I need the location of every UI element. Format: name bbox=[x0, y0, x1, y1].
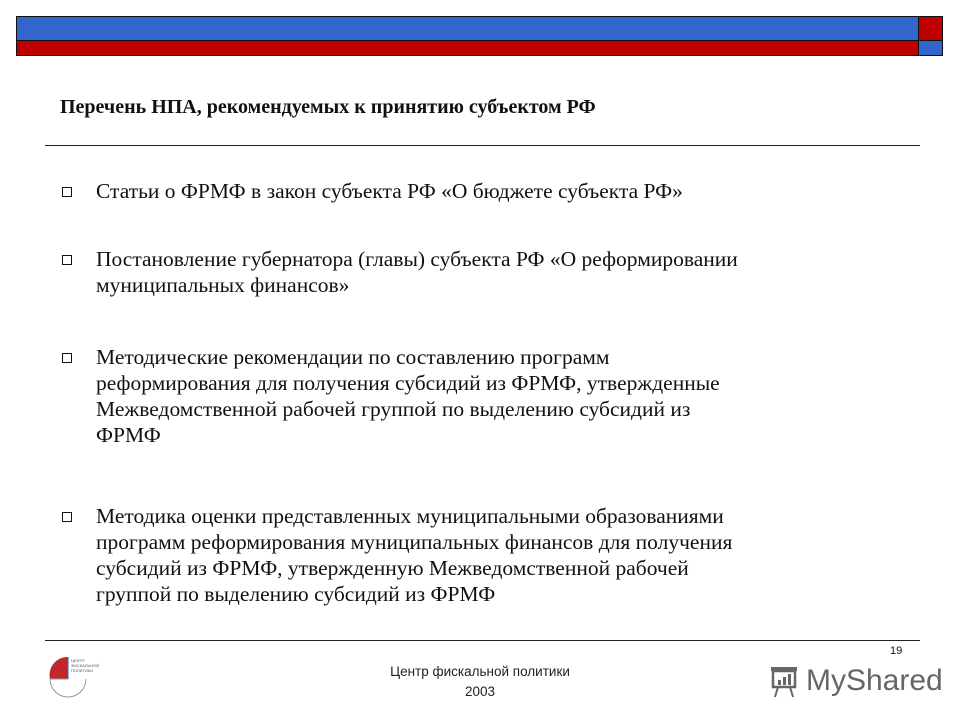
header-bar-red bbox=[16, 40, 919, 56]
header-square-blue bbox=[918, 40, 943, 56]
header-square-red bbox=[918, 16, 943, 41]
list-item bbox=[60, 344, 920, 448]
item-text: муниципальных финансов» bbox=[96, 273, 350, 297]
page-number: 19 bbox=[890, 645, 903, 657]
item-text: Статьи о ФРМФ в закон субъекта РФ «О бюджете субъекта РФ» bbox=[96, 179, 683, 203]
header-bar-blue bbox=[16, 16, 919, 41]
item-text: реформирования для получения субсидий из ФРМФ, утвержденные bbox=[96, 371, 720, 395]
list-item bbox=[60, 246, 920, 298]
item-text: Межведомственной рабочей группой по выделению субсидий из bbox=[96, 397, 691, 421]
list-item bbox=[60, 503, 920, 607]
watermark bbox=[768, 664, 943, 698]
square-bullet-icon bbox=[62, 187, 72, 197]
item-text: Постановление губернатора (главы) субъекта РФ «О реформировании bbox=[96, 247, 738, 271]
svg-text:ФИСКАЛЬНОЙ: ФИСКАЛЬНОЙ bbox=[71, 663, 100, 668]
item-text: Методические рекомендации по составлению программ bbox=[96, 345, 610, 369]
item-text: ФРМФ bbox=[96, 423, 161, 447]
footer-divider bbox=[45, 640, 920, 641]
svg-text:ПОЛИТИКИ: ПОЛИТИКИ bbox=[71, 668, 93, 673]
footer-text bbox=[380, 662, 580, 702]
footer-org: Центр фискальной политики bbox=[390, 664, 570, 679]
watermark-text: MyShared bbox=[806, 664, 943, 697]
slide-title: Перечень НПА, рекомендуемых к принятию субъектом РФ bbox=[60, 96, 596, 118]
footer-year: 2003 bbox=[464, 684, 496, 699]
svg-text:ЦЕНТР: ЦЕНТР bbox=[71, 658, 85, 663]
list-item bbox=[60, 178, 920, 204]
title-divider bbox=[45, 145, 920, 146]
item-text: Методика оценки представленных муниципальными образованиями bbox=[96, 504, 724, 528]
presentation-icon bbox=[768, 664, 800, 698]
square-bullet-icon bbox=[62, 255, 72, 265]
item-text: субсидий из ФРМФ, утвержденную Межведомственной рабочей bbox=[96, 556, 689, 580]
square-bullet-icon bbox=[62, 512, 72, 522]
square-bullet-icon bbox=[62, 353, 72, 363]
item-text: группой по выделению субсидий из ФРМФ bbox=[96, 582, 496, 606]
logo-icon bbox=[46, 655, 116, 707]
item-text: программ реформирования муниципальных финансов для получения bbox=[96, 530, 733, 554]
